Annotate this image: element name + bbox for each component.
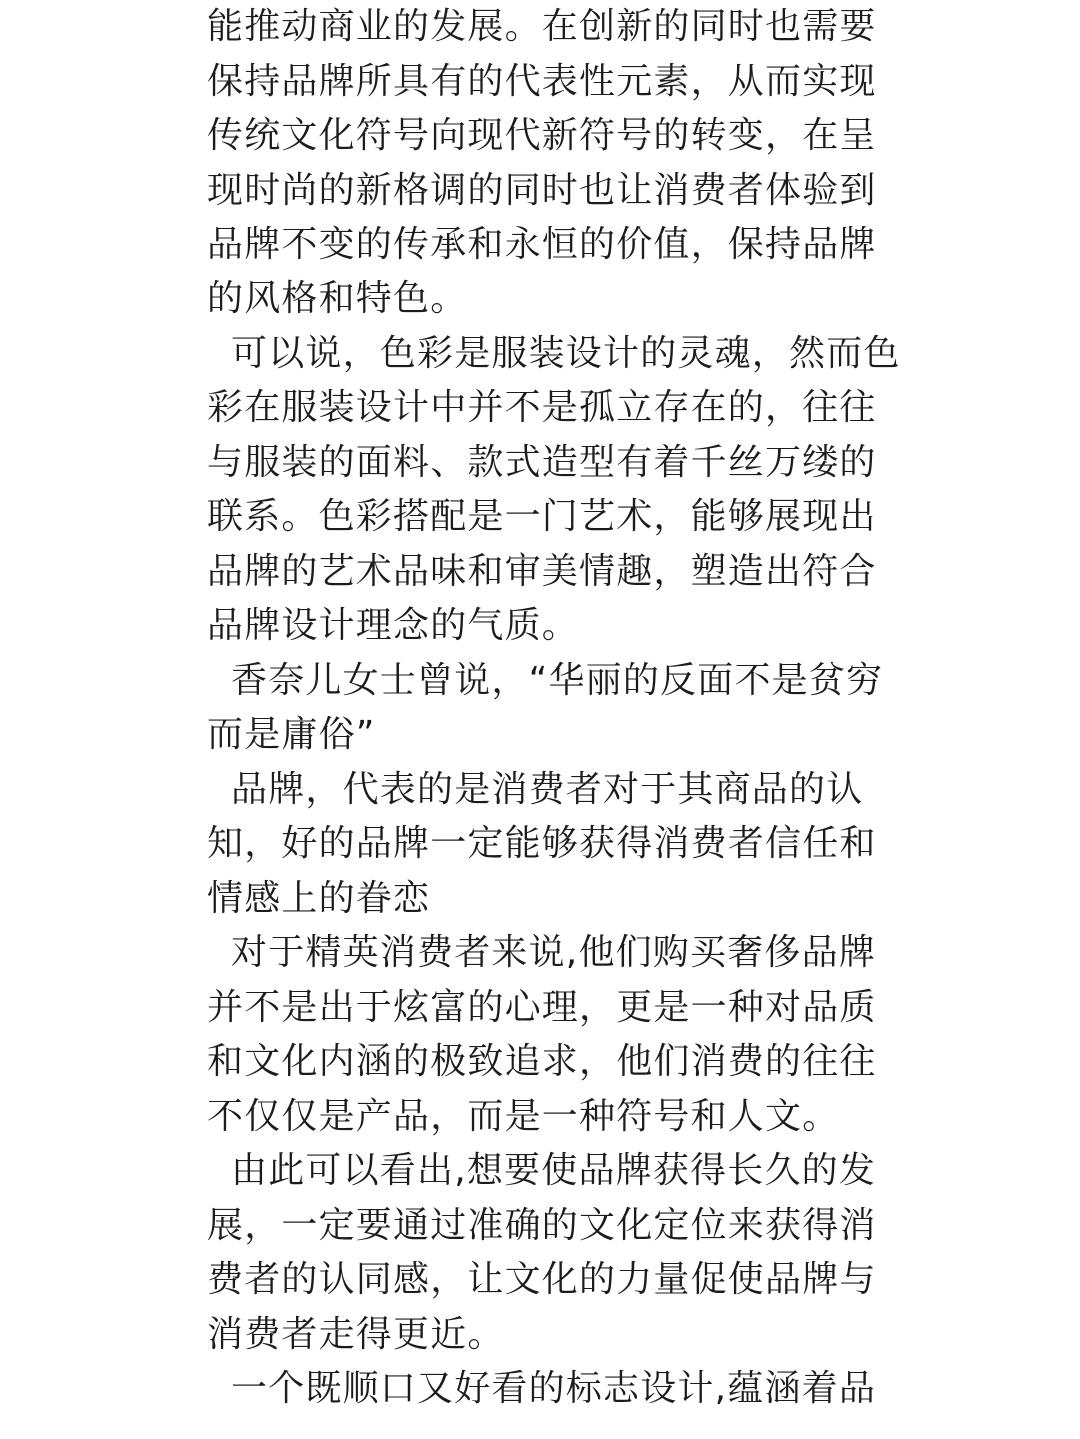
text-line: 联系。色彩搭配是一门艺术，能够展现出 [207,496,877,537]
text-line: 而是庸俗” [207,714,376,755]
text-line: 能推动商业的发展。在创新的同时也需要 [207,6,877,47]
paragraph-start-line: 一个既顺口又好看的标志设计,蕴涵着品 [231,1368,877,1409]
text-line: 品牌设计理念的气质。 [207,605,580,646]
text-line: 现时尚的新格调的同时也让消费者体验到 [207,170,877,211]
paragraph-start-line: 由此可以看出,想要使品牌获得长久的发 [231,1150,877,1191]
paragraph-start-line: 品牌，代表的是消费者对于其商品的认 [231,769,864,810]
text-line: 品牌不变的传承和永恒的价值，保持品牌 [207,224,877,265]
text-line: 并不是出于炫富的心理，更是一种对品质 [207,987,877,1028]
text-line: 知，好的品牌一定能够获得消费者信任和 [207,823,877,864]
text-line: 和文化内涵的极致追求，他们消费的往往 [207,1041,877,1082]
text-line: 保持品牌所具有的代表性元素，从而实现 [207,61,877,102]
text-line: 与服装的面料、款式造型有着千丝万缕的 [207,442,877,483]
text-line: 彩在服装设计中并不是孤立存在的，往往 [207,387,877,428]
text-line: 情感上的眷恋 [207,878,431,919]
paragraph-start-line: 可以说，色彩是服装设计的灵魂，然而色 [231,333,901,374]
text-line: 的风格和特色。 [207,278,468,319]
text-line: 不仅仅是产品，而是一种符号和人文。 [207,1096,840,1137]
text-line: 费者的认同感，让文化的力量促使品牌与 [207,1259,877,1300]
text-line: 展，一定要通过准确的文化定位来获得消 [207,1205,877,1246]
paragraph-start-line: 对于精英消费者来说,他们购买奢侈品牌 [231,932,877,973]
text-line: 消费者走得更近。 [207,1314,505,1355]
text-line: 传统文化符号向现代新符号的转变，在呈 [207,115,877,156]
paragraph-start-line: 香奈儿女士曾说，“华丽的反面不是贫穷 [231,660,884,701]
text-line: 品牌的艺术品味和审美情趣，塑造出符合 [207,551,877,592]
